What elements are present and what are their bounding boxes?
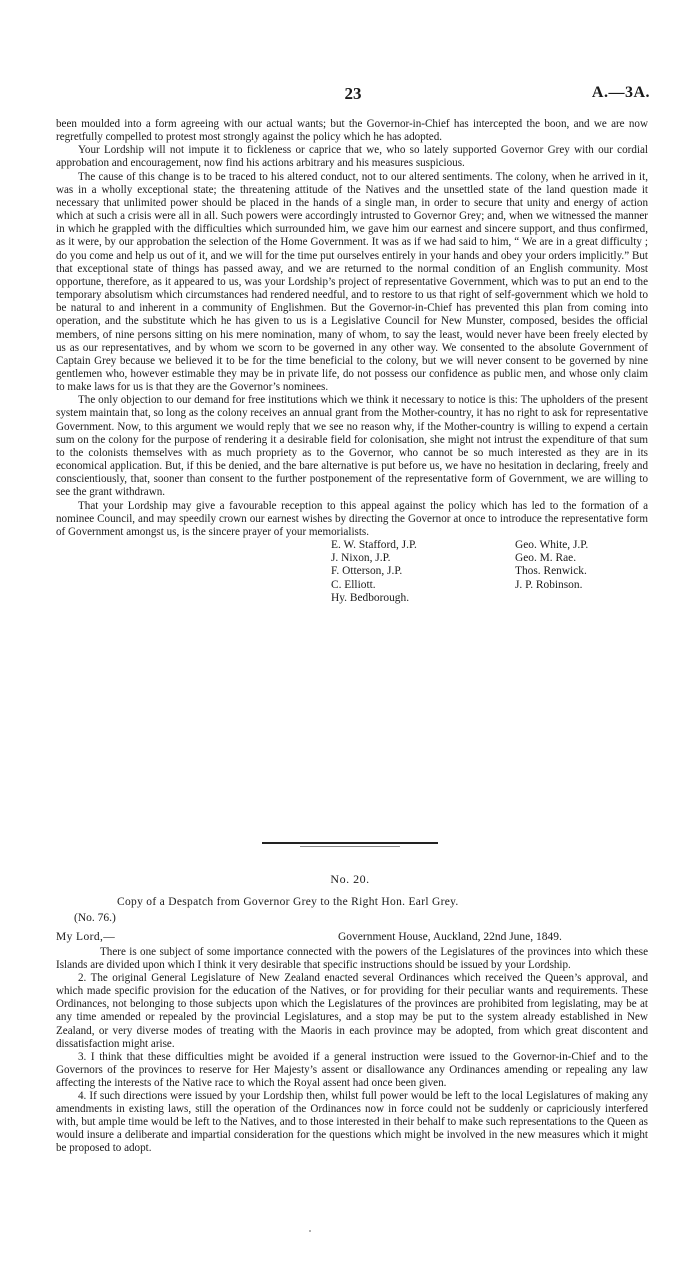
document-reference: A.—3A.: [591, 84, 650, 101]
despatch-paragraph: 4. If such directions were issued by your Lordship then, whilst full power would be left to the local Legislatures of making any amendments in existing laws, still the operation of the Ordinances now in force could not be suddenly or capriciously interfered with, but ample time would be left to the Natives, and to those interested in their behalf to make such representations to the Queen as would insure a deliberate and impartial consideration for the questions which might be involved in the new measures which it might be proposed to adopt.: [56, 1090, 648, 1155]
memorial-text: [56, 118, 648, 627]
section-divider-thin: [300, 846, 400, 847]
memorial-paragraph: been moulded into a form agreeing with our actual wants; but the Governor-in-Chief has intercepted the boon, and we are now regretfully compelled to protest most strongly against the policy which he has adopted.: [56, 118, 648, 144]
despatch-text: [56, 946, 648, 1156]
page-header: [56, 84, 650, 104]
salutation: My Lord,—: [56, 931, 116, 943]
memorial-paragraph: The cause of this change is to be traced to his altered conduct, not to our altered sentiments. The colony, when he arrived in it, was in a wholly exceptional state; the threatening attitude of the Natives and the unsettled state of the land question made it necessary that unlimited power should be placed in the hands of a single man, in order to secure that unity and energy of action which at such a crisis were all in all. Such powers were accordingly intrusted to Governor Grey; and, when we witnessed the manner in which he grappled with the difficulties which surrounded him, we gave him our earnest and sincere support, and thus confirmed, as it were, by our approbation the selection of the Home Government. It was as if we had said to him, “ We are in a great difficulty ; do you come and help us out of it, and we will for the time put ourselves entirely in your hands and obey your orders implicitly.” But that exceptional state of things has passed away, and we are returned to the normal condition of an English community. Most opportune, therefore, as it appeared to us, was your Lordship’s project of representative Government, which was to put an end to the temporary absolutism which circumstances had rendered needful, and to restore to us that right of self-government which we hold to be natural to and inherent in a community of Englishmen. But the Governor-in-Chief has prevented this plan from coming into operation, and the substitute which he has given to us is a Legislative Council for New Munster, composed, besides the official members, of nine persons sitting on his mere nomination, many of whom, to say the least, would never have been freely elected by us as our representatives, and by whom we scorn to be governed in any other way. We consented to the absolute Government of Captain Grey because we believed it to be for the time beneficial to the colony, but we will never consent to be governed by nine gentlemen who, however estimable they may be in private life, do not possess our confidence as public men, and whose only claim to make laws for us is that they are the Governor’s nominees.: [56, 170, 648, 394]
signatory: J. P. Robinson.: [515, 578, 583, 591]
page-number: 23: [344, 84, 362, 103]
despatch-title: Copy of a Despatch from Governor Grey to the Right Hon. Earl Grey.: [117, 896, 459, 908]
dateline: Government House, Auckland, 22nd June, 1849.: [338, 931, 562, 943]
signatory: Hy. Bedborough.: [331, 591, 410, 604]
signatory: C. Elliott.: [331, 578, 376, 591]
despatch-paragraph: There is one subject of some importance connected with the powers of the Legislatures of the provinces into which these Islands are divided upon which I think it very desirable that specific instructions should be issued by your Lordship.: [56, 946, 648, 972]
signatory: J. Nixon, J.P.: [331, 552, 391, 565]
signatory: Geo. M. Rae.: [515, 552, 577, 565]
despatch-paragraph: 3. I think that these difficulties might be avoided if a general instruction were issued to the Governor-in-Chief and to the Governors of the provinces to reserve for Her Majesty’s assent or disallowance any Ordinances amending or repealing any law affecting the interests of the Native race to which the Royal assent had once been given.: [56, 1050, 648, 1089]
despatch-paragraph: 2. The original General Legislature of New Zealand enacted several Ordinances which received the Queen’s approval, and which made specific provision for the education of the Natives, or for providing for their peculiar wants and requirements. These Ordinances, not belonging to those subjects upon which the Legislatures of the provinces are prohibited from legislating, may be at any time amended or repealed by the provincial Legislatures, and a stop may be put to the system already established in New Zealand, or very diverse modes of treating with the Maoris in each province may be adopted, from which great discontent and dissatisfaction might arise.: [56, 972, 648, 1050]
signatory-column-right: [515, 539, 588, 592]
signatory: Thos. Renwick.: [515, 565, 587, 578]
signatories: [56, 539, 648, 627]
memorial-paragraph: That your Lordship may give a favourable reception to this appeal against the policy which has led to the formation of a nominee Council, and may speedily crown our earnest wishes by directing the Governor at once to introduce the representative form of Government amongst us, is the sincere prayer of your memorialists.: [56, 499, 648, 538]
signatory: E. W. Stafford, J.P.: [331, 539, 417, 551]
section-divider: [262, 842, 438, 844]
despatch-number: No. 20.: [330, 872, 370, 886]
memorial-paragraph: The only objection to our demand for free institutions which we think it necessary to notice is this: The upholders of the present system maintain that, so long as the colony receives an annual grant from the Mother-country, it has no right to ask for representative Government. Now, to this argument we would reply that we see no reason why, if the Mother-country is willing to expend a certain sum on the colony for the purpose of rendering it a desirable field for colonisation, she might not intrust the expenditure of that sum to the colonists themselves with as much propriety as to the Governor, who cannot be so much interested as they are in its economical application. But, if this be denied, and the bare alternative is put before us, we have no hesitation in declaring, freely and conscientiously, that, sooner than consent to the further postponement of the representative form of Government, we are willing to see the grant withdrawn.: [56, 394, 648, 499]
signatory-column-left: [331, 539, 417, 605]
despatch-sub-number: (No. 76.): [74, 912, 116, 924]
memorial-paragraph: Your Lordship will not impute it to fickleness or caprice that we, who so lately supported Governor Grey with our cordial approbation and encouragement, now find his actions arbitrary and his measures suspicious.: [56, 144, 648, 170]
signatory: F. Otterson, J.P.: [331, 565, 403, 578]
signatory: Geo. White, J.P.: [515, 539, 589, 551]
print-speck: [309, 1230, 311, 1232]
